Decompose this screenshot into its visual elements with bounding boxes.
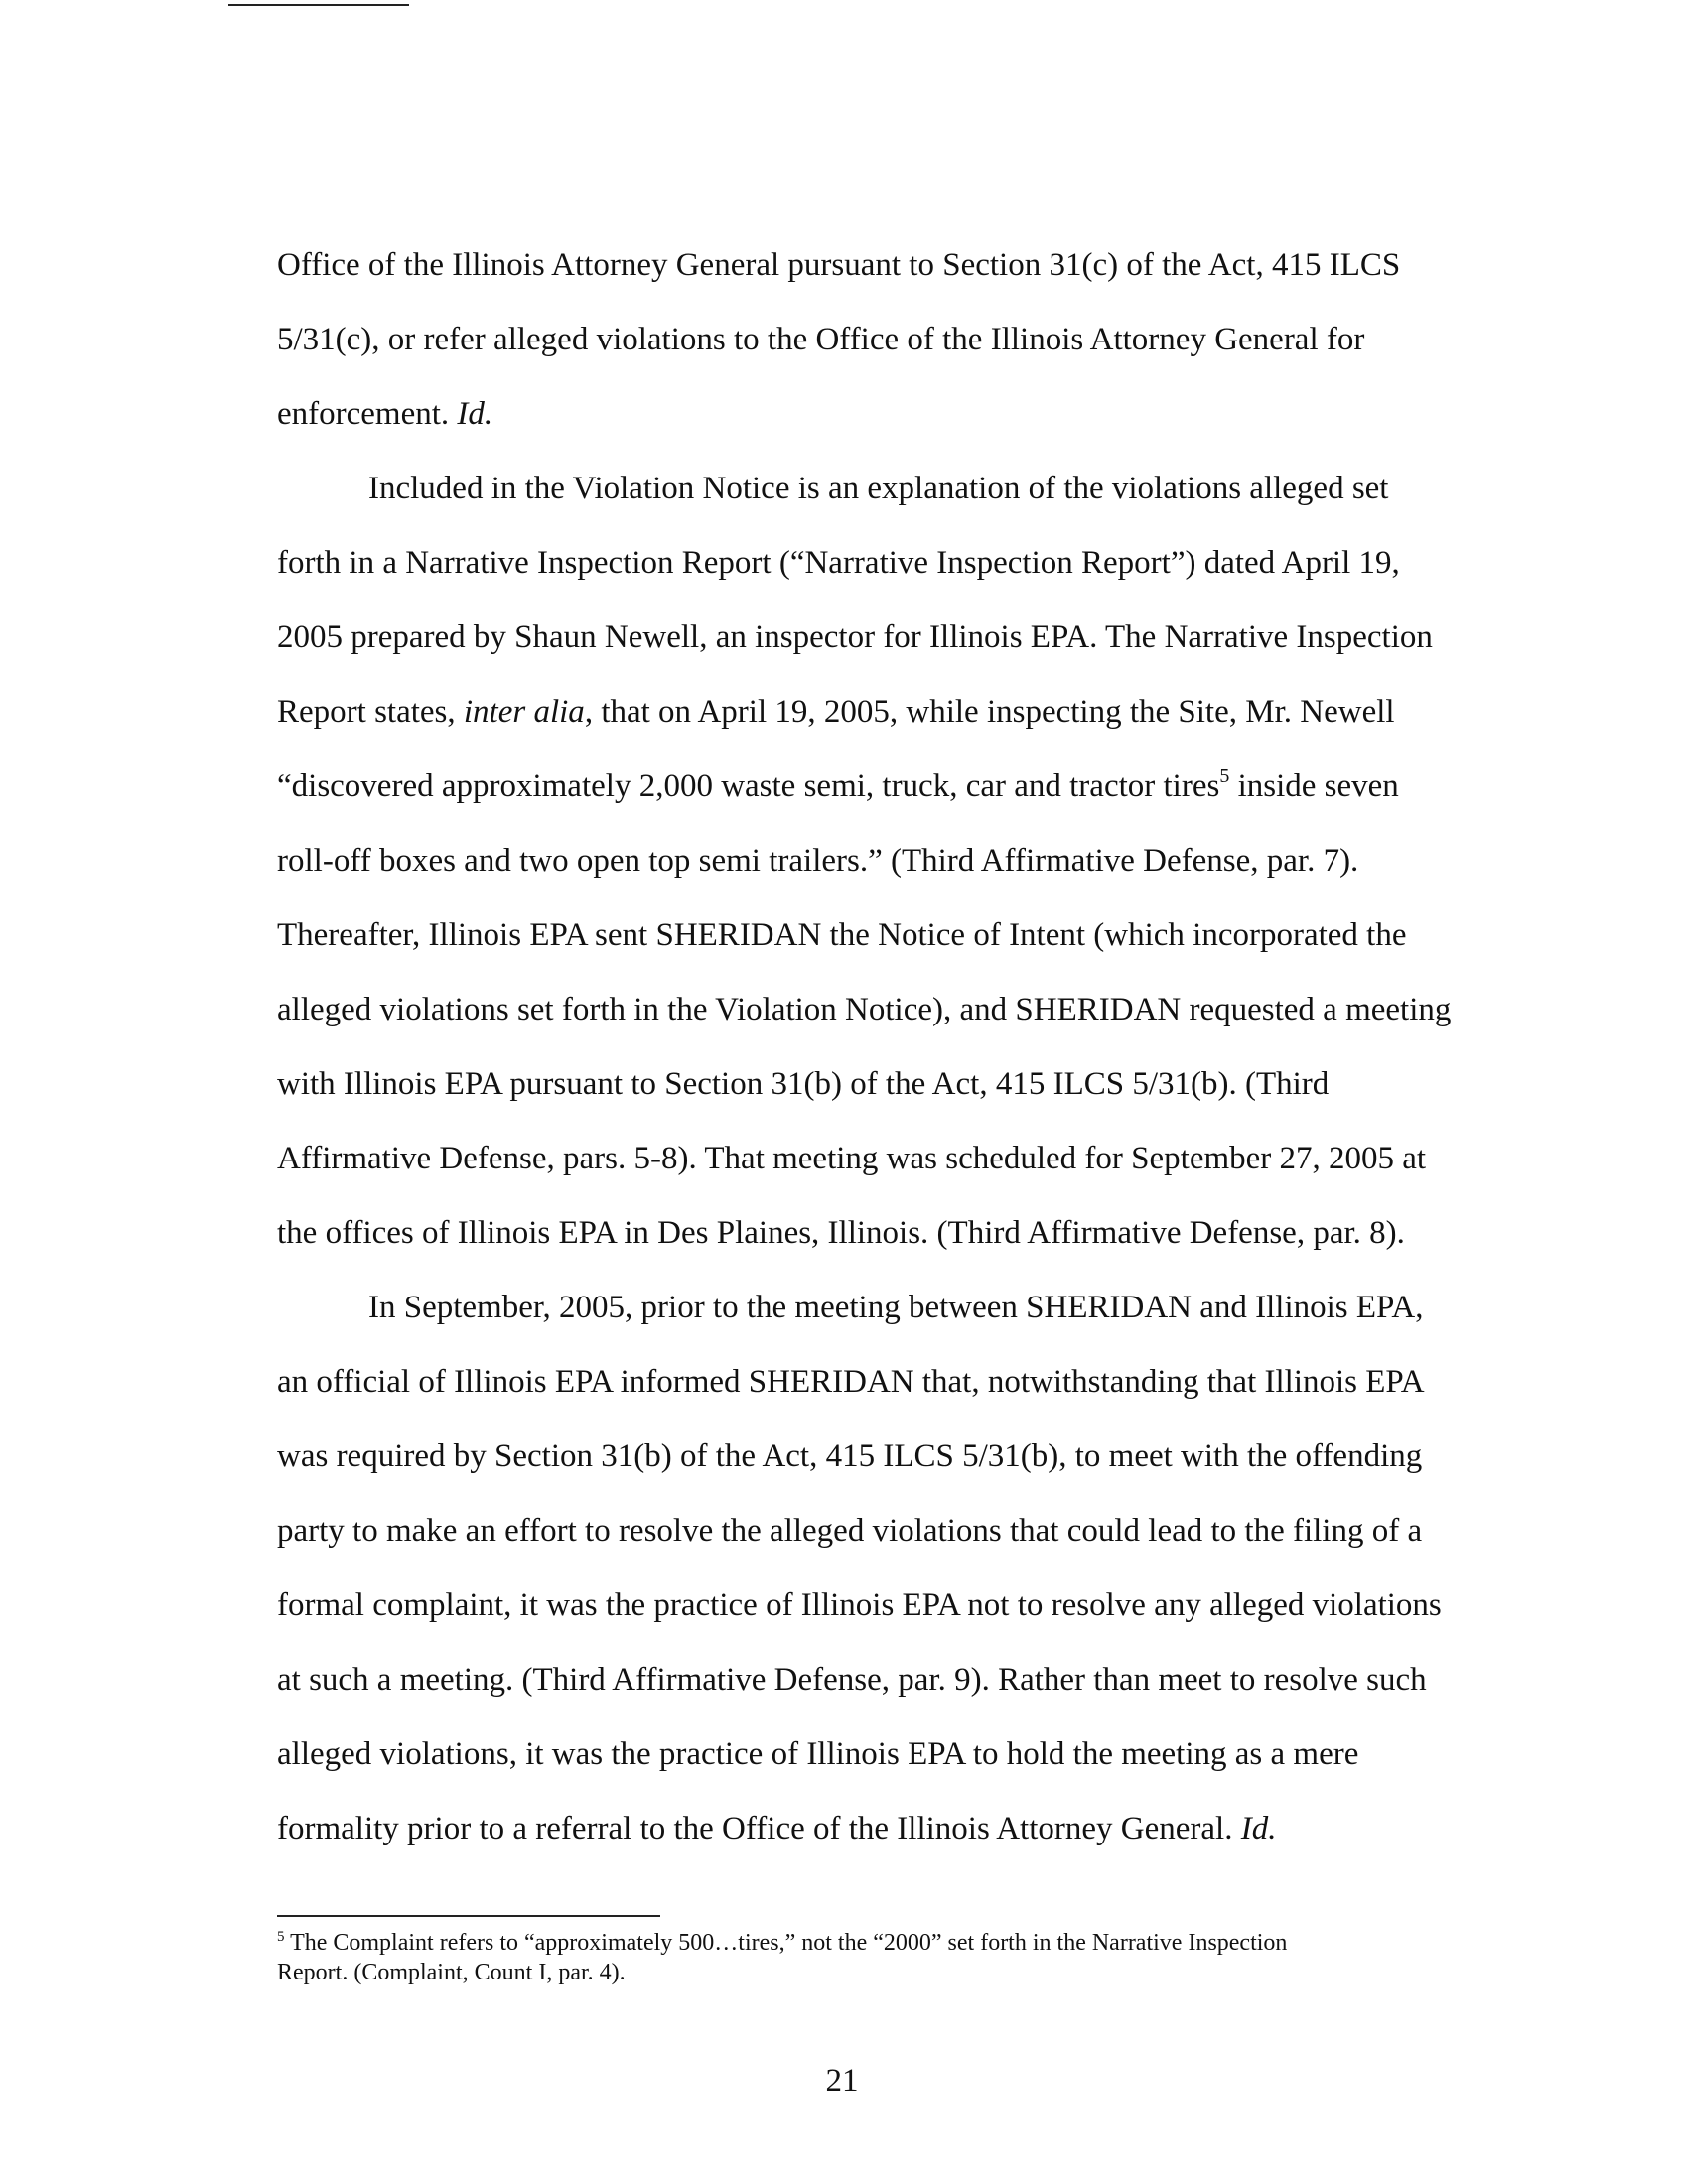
footnote-line [277,1928,1449,1958]
text-line [277,675,1449,750]
text-line: In September, 2005, prior to the meeting between SHERIDAN and Illinois EPA, [368,1290,1424,1325]
text-line: Office of the Illinois Attorney General pursuant to Section 31(c) of the Act, 415 ILCS [277,247,1401,283]
text-line: at such a meeting. (Third Affirmative Defense, par. 9). Rather than meet to resolve such [277,1662,1427,1698]
text-segment: “discovered approximately 2,000 waste semi, truck, car and tractor tires [277,768,1220,804]
text-line: alleged violations, it was the practice of Illinois EPA to hold the meeting as a mere [277,1736,1359,1772]
text-line: 2005 prepared by Shaun Newell, an inspector for Illinois EPA. The Narrative Inspection [277,619,1433,655]
text-line: 5/31(c), or refer alleged violations to the Office of the Illinois Attorney General for [277,322,1365,357]
text-line: party to make an effort to resolve the alleged violations that could lead to the filing of a [277,1513,1423,1549]
footnote-line: Report. (Complaint, Count I, par. 4). [277,1960,626,1985]
footnote-marker: 5 [1219,765,1230,787]
text-segment: Report states, [277,694,464,730]
text-segment: inside seven [1229,768,1399,804]
text-line: was required by Section 31(b) of the Act, 415 ILCS 5/31(b), to meet with the offending [277,1438,1423,1474]
text-line [277,1792,1449,1866]
text-line: with Illinois EPA pursuant to Section 31(b) of the Act, 415 ILCS 5/31(b). (Third [277,1066,1330,1102]
text-line [277,377,1449,452]
footnote-separator [277,1915,660,1917]
citation-id: Id. [1240,1811,1277,1846]
text-line: alleged violations set forth in the Violation Notice), and SHERIDAN requested a meeting [277,992,1452,1027]
text-segment: formality prior to a referral to the Office of the Illinois Attorney General. [277,1811,1233,1846]
text-line: Thereafter, Illinois EPA sent SHERIDAN the Notice of Intent (which incorporated the [277,917,1407,953]
text-line: Affirmative Defense, pars. 5-8). That meeting was scheduled for September 27, 2005 at [277,1141,1427,1176]
footnote-text: The Complaint refers to “approximately 500…tires,” not the “2000” set forth in the Narrative Inspection [284,1930,1288,1956]
body-text [277,228,1452,1866]
text-line: the offices of Illinois EPA in Des Plaines, Illinois. (Third Affirmative Defense, par. 8). [277,1215,1405,1251]
italic-phrase: inter alia [463,694,585,730]
text-line [277,750,1449,824]
text-line: Included in the Violation Notice is an explanation of the violations alleged set [368,471,1389,506]
text-line: roll-off boxes and two open top semi trailers.” (Third Affirmative Defense, par. 7). [277,843,1359,879]
footnote-marker: 5 [277,1929,285,1945]
footnote [277,1928,1449,1987]
top-rule [228,4,409,6]
text-segment: enforcement. [277,396,450,432]
text-segment: , that on April 19, 2005, while inspecting the Site, Mr. Newell [584,694,1395,730]
text-line: formal complaint, it was the practice of Illinois EPA not to resolve any alleged violations [277,1587,1442,1623]
citation-id: Id. [457,396,493,432]
text-line: an official of Illinois EPA informed SHERIDAN that, notwithstanding that Illinois EPA [277,1364,1425,1400]
page-number: 21 [825,2063,859,2099]
text-line: forth in a Narrative Inspection Report (“Narrative Inspection Report”) dated April 19, [277,545,1400,581]
